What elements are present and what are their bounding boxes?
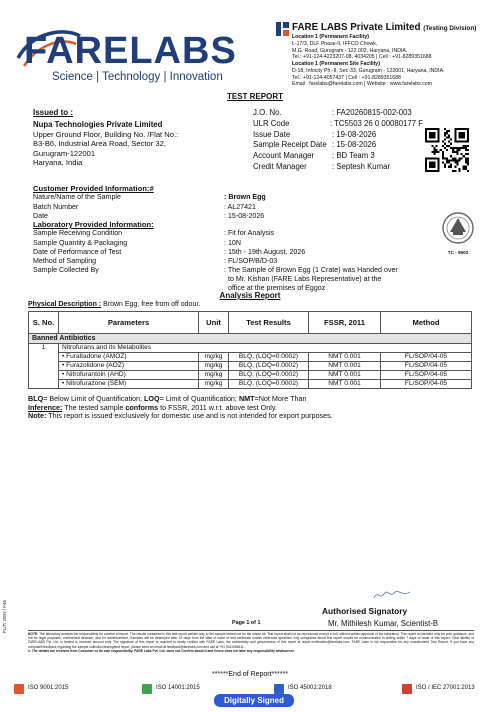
info-value-cont: office at the premises of Eggoz bbox=[228, 284, 326, 293]
cell-param: • Furaltadone (AMOZ) bbox=[59, 353, 199, 362]
cell-method: FL/SOP/04-05 bbox=[381, 380, 472, 389]
disclaimer: NOTE: The laboratory accepts the responsibility for content of report. The results contained in this test report pertain only to the sample tested not for the whole lot. Test report shall not be reproduced except in full, without written approval of the laboratory. This report is intended only for your guidance, and not for legal purposes, commercial decision, and for advertisement. Samples will be destroyed after 15 days from the date of issue of test certificate unless otherwise specified. Any complaints about this report should be communicated in writing within 7 days of issue of this report. Total liability of FARELABS Pvt. Ltd. is limited to invoiced amount only. The signature of this report is required to kindly confirm with FARE Labs, the authenticity and genuineness of this report at report.verification@farelabs.com. FARE Labs is not responsible for any unauthorized Test Report. If you have any complaint/feedback regarding the sample collection/testing/test report, please send an email at feedback@farelabs.com and call at +91 9311066611. #: The details are received from Customer or its own responsibility. FARE Labs Pvt. Ltd. does not Confirm about it and hence does not take any responsibility whatsoever. bbox=[28, 632, 474, 653]
meta-key: Issue Date bbox=[253, 129, 291, 139]
signatory-title: Authorised Signatory bbox=[322, 606, 408, 616]
client-name: Nupa Technologies Private Limited bbox=[33, 120, 163, 129]
info-key: Batch Number bbox=[33, 202, 79, 211]
meta-row bbox=[253, 119, 423, 130]
table-row bbox=[29, 380, 472, 389]
meta-value: : 15-08-2026 bbox=[332, 140, 377, 150]
cell-limit: NMT 0.001 bbox=[309, 380, 381, 389]
subgroup-label: Nitrofurans and its Metabolites bbox=[59, 344, 472, 353]
meta-row bbox=[253, 151, 423, 162]
table-row bbox=[29, 362, 472, 371]
meta-key: Sample Receipt Date bbox=[253, 140, 327, 150]
lab-address-line: Location 1 (Permanent Site Facility) bbox=[292, 61, 380, 68]
report-title: TEST REPORT bbox=[226, 92, 283, 101]
col-header: FSSR, 2011 bbox=[309, 312, 381, 334]
client-address-line: B3-B6, Industrial Area Road, Sector 32, bbox=[33, 139, 166, 149]
issued-to-block bbox=[33, 108, 223, 168]
info-row bbox=[33, 275, 453, 284]
customer-info bbox=[33, 184, 453, 221]
info-key: Sample Quantity & Packaging bbox=[33, 238, 128, 247]
iso-badge: ISO 45001:2018 bbox=[274, 684, 332, 694]
cell-method: FL/SOP/04-05 bbox=[381, 353, 472, 362]
info-key: Nature/Name of the Sample bbox=[33, 193, 121, 202]
info-value: : 10N bbox=[224, 238, 241, 247]
cell-unit: mg/kg bbox=[199, 380, 229, 389]
lab-address-line: Email : farelabs@farelabs.com | Website : www.farelabs.com bbox=[292, 81, 433, 88]
info-key: Date of Performance of Test bbox=[33, 247, 122, 256]
meta-row bbox=[253, 140, 423, 151]
info-key: Sample Receiving Condition bbox=[33, 229, 123, 238]
end-of-report: ******End of Report****** bbox=[212, 671, 288, 678]
client-address-line: Gurugram-122001 bbox=[33, 148, 96, 158]
cell-param: • Furazolidone (AOZ) bbox=[59, 362, 199, 371]
client-address-line: Haryana, India bbox=[33, 158, 83, 168]
info-row bbox=[33, 229, 453, 238]
meta-value: : 19-08-2026 bbox=[332, 129, 377, 139]
issued-to-heading: Issued to : bbox=[33, 108, 74, 117]
meta-value: : BD Team 3 bbox=[332, 151, 375, 161]
report-meta bbox=[253, 108, 423, 173]
col-header: S. No. bbox=[29, 312, 59, 334]
meta-value: : Septesh Kumar bbox=[332, 161, 391, 171]
lab-address-line: Tel.: +91-124-4223207-08, 4034205 | Cell : +91-8289351688 bbox=[292, 54, 432, 61]
info-row bbox=[33, 193, 453, 202]
col-header: Unit bbox=[199, 312, 229, 334]
lab-mark-icon bbox=[276, 22, 289, 36]
meta-row bbox=[253, 108, 423, 119]
lab-address-line: Tel.: +91-124-4057437 | Cell : +91-8289351688 bbox=[292, 74, 401, 81]
meta-value: : FA20260815-002-003 bbox=[332, 108, 412, 117]
info-key: Method of Sampling bbox=[33, 256, 97, 265]
table-row bbox=[29, 344, 472, 353]
lab-address-line: D-18, Infocity Ph.-II, Sec-33, Gurugram - 122001, Haryana, INDIA. bbox=[292, 67, 445, 74]
note: Note: This report is issued exclusively for domestic use and is not intended for export purposes. bbox=[28, 411, 333, 421]
client-address-line: Upper Ground Floor, Building No. /Flat No.: bbox=[33, 129, 179, 139]
inference: Inference: The tested sample conforms to FSSR, 2011 w.r.t. above test Only. bbox=[28, 402, 277, 412]
meta-key: J.O. No. bbox=[253, 108, 282, 117]
qr-code-icon[interactable] bbox=[425, 128, 469, 172]
laboratory-info bbox=[33, 220, 453, 293]
info-value: : The Sample of Brown Egg (1 Crate) was Handed over bbox=[224, 265, 398, 274]
info-row bbox=[33, 266, 453, 275]
info-value-cont: to Mr. Kishan (FARE Labs Representative) at the bbox=[228, 274, 382, 283]
info-value: : FL/SOP/B/D-03 bbox=[224, 256, 278, 265]
report-notes bbox=[28, 395, 472, 421]
info-key: Sample Collected By bbox=[33, 265, 99, 274]
table-row bbox=[29, 353, 472, 362]
info-value: : 15-08-2026 bbox=[224, 211, 265, 220]
col-header: Parameters bbox=[59, 312, 199, 334]
meta-row bbox=[253, 130, 423, 141]
iso-certificate-icon bbox=[14, 684, 24, 694]
col-header: Method bbox=[381, 312, 472, 334]
customer-info-heading: Customer Provided Information:# bbox=[33, 184, 154, 193]
lab-address-line: M.G. Road, Gurugram - 122 002, Haryana, INDIA. bbox=[292, 47, 408, 54]
cell-method: FL/SOP/04-05 bbox=[381, 362, 472, 371]
accreditation-seal bbox=[440, 210, 476, 256]
meta-row bbox=[253, 162, 423, 173]
cell-result: BLQ, (LOQ=0.0002) bbox=[229, 362, 309, 371]
meta-key: Credit Manager bbox=[253, 161, 307, 171]
cell-limit: NMT 0.001 bbox=[309, 371, 381, 380]
table-row bbox=[29, 371, 472, 380]
abbreviations: BLQ= Below Limit of Quantification; LOQ= Limit of Quantification; NMT=Not More Than bbox=[28, 394, 307, 403]
meta-value: : TC5503 26 0 00080177 F bbox=[329, 118, 423, 128]
meta-key: Account Manager bbox=[253, 151, 315, 161]
info-row bbox=[33, 257, 453, 266]
iso-certificate-icon bbox=[402, 684, 412, 694]
seal-label: TC - 5503 bbox=[447, 250, 469, 255]
signatory-name: Mr. Mithilesh Kumar, Scientist-B bbox=[328, 619, 439, 628]
info-key: Date bbox=[33, 211, 48, 220]
table-group-row bbox=[29, 334, 472, 344]
iso-certificate-icon bbox=[142, 684, 152, 694]
analysis-report-title: Analysis Report bbox=[219, 291, 281, 300]
laboratory-info-heading: Laboratory Provided Information: bbox=[33, 220, 154, 229]
info-row bbox=[33, 248, 453, 257]
info-value: : 15th - 19th August, 2026 bbox=[224, 247, 306, 256]
cell-method: FL/SOP/04-05 bbox=[381, 371, 472, 380]
meta-key: ULR Code bbox=[253, 118, 290, 128]
info-row bbox=[33, 239, 453, 248]
iso-badge: ISO 14001:2015 bbox=[142, 684, 200, 694]
cell-param: • Nitrofurazone (SEM) bbox=[59, 380, 199, 389]
iso-badge: ISO / IEC 27001:2013 bbox=[402, 684, 475, 694]
cell-limit: NMT 0.001 bbox=[309, 353, 381, 362]
info-value: : AL27421 bbox=[224, 202, 256, 211]
cell-unit: mg/kg bbox=[199, 353, 229, 362]
group-label: Banned Antibiotics bbox=[29, 334, 472, 344]
lab-address-line: L-17/3, DLF Phase-II, IFFCO Chowk, bbox=[292, 40, 378, 47]
digitally-signed-badge[interactable]: Digitally Signed bbox=[214, 694, 294, 707]
iso-badge: ISO 9001:2015 bbox=[14, 684, 68, 694]
info-value: : Fit for Analysis bbox=[224, 229, 275, 238]
info-row bbox=[33, 203, 453, 212]
row-sno: 1 bbox=[29, 344, 59, 389]
table-header-row bbox=[29, 312, 472, 334]
cell-result: BLQ, (LOQ=0.0002) bbox=[229, 353, 309, 362]
page-number: Page 1 of 1 bbox=[232, 620, 261, 626]
physical-description: Physical Description : Brown Egg, free from off odour. bbox=[28, 301, 201, 308]
cell-limit: NMT 0.001 bbox=[309, 362, 381, 371]
lab-name: FARE LABS Private Limited (Testing Division) bbox=[292, 22, 477, 33]
lab-address-line: Location 1 (Permanent Facility) bbox=[292, 34, 369, 41]
logo-word: FARELABS bbox=[24, 30, 237, 72]
lab-address-lines bbox=[292, 34, 496, 88]
cell-result: BLQ, (LOQ=0.0002) bbox=[229, 371, 309, 380]
cell-result: BLQ, (LOQ=0.0002) bbox=[229, 380, 309, 389]
results-table bbox=[28, 311, 472, 389]
logo-tagline: Science | Technology | Innovation bbox=[52, 71, 223, 83]
cell-unit: mg/kg bbox=[199, 362, 229, 371]
info-value: : Brown Egg bbox=[224, 193, 266, 202]
iso-certificate-icon bbox=[274, 684, 284, 694]
company-logo bbox=[14, 26, 274, 86]
cell-unit: mg/kg bbox=[199, 371, 229, 380]
cell-param: • Nitrofurantoin (AHD) bbox=[59, 371, 199, 380]
col-header: Test Results bbox=[229, 312, 309, 334]
signature-icon bbox=[372, 588, 412, 602]
lab-address-block bbox=[292, 22, 496, 88]
form-code: FL/T/ GEN / F45 bbox=[2, 600, 7, 634]
accreditation-seal-icon bbox=[440, 210, 476, 248]
